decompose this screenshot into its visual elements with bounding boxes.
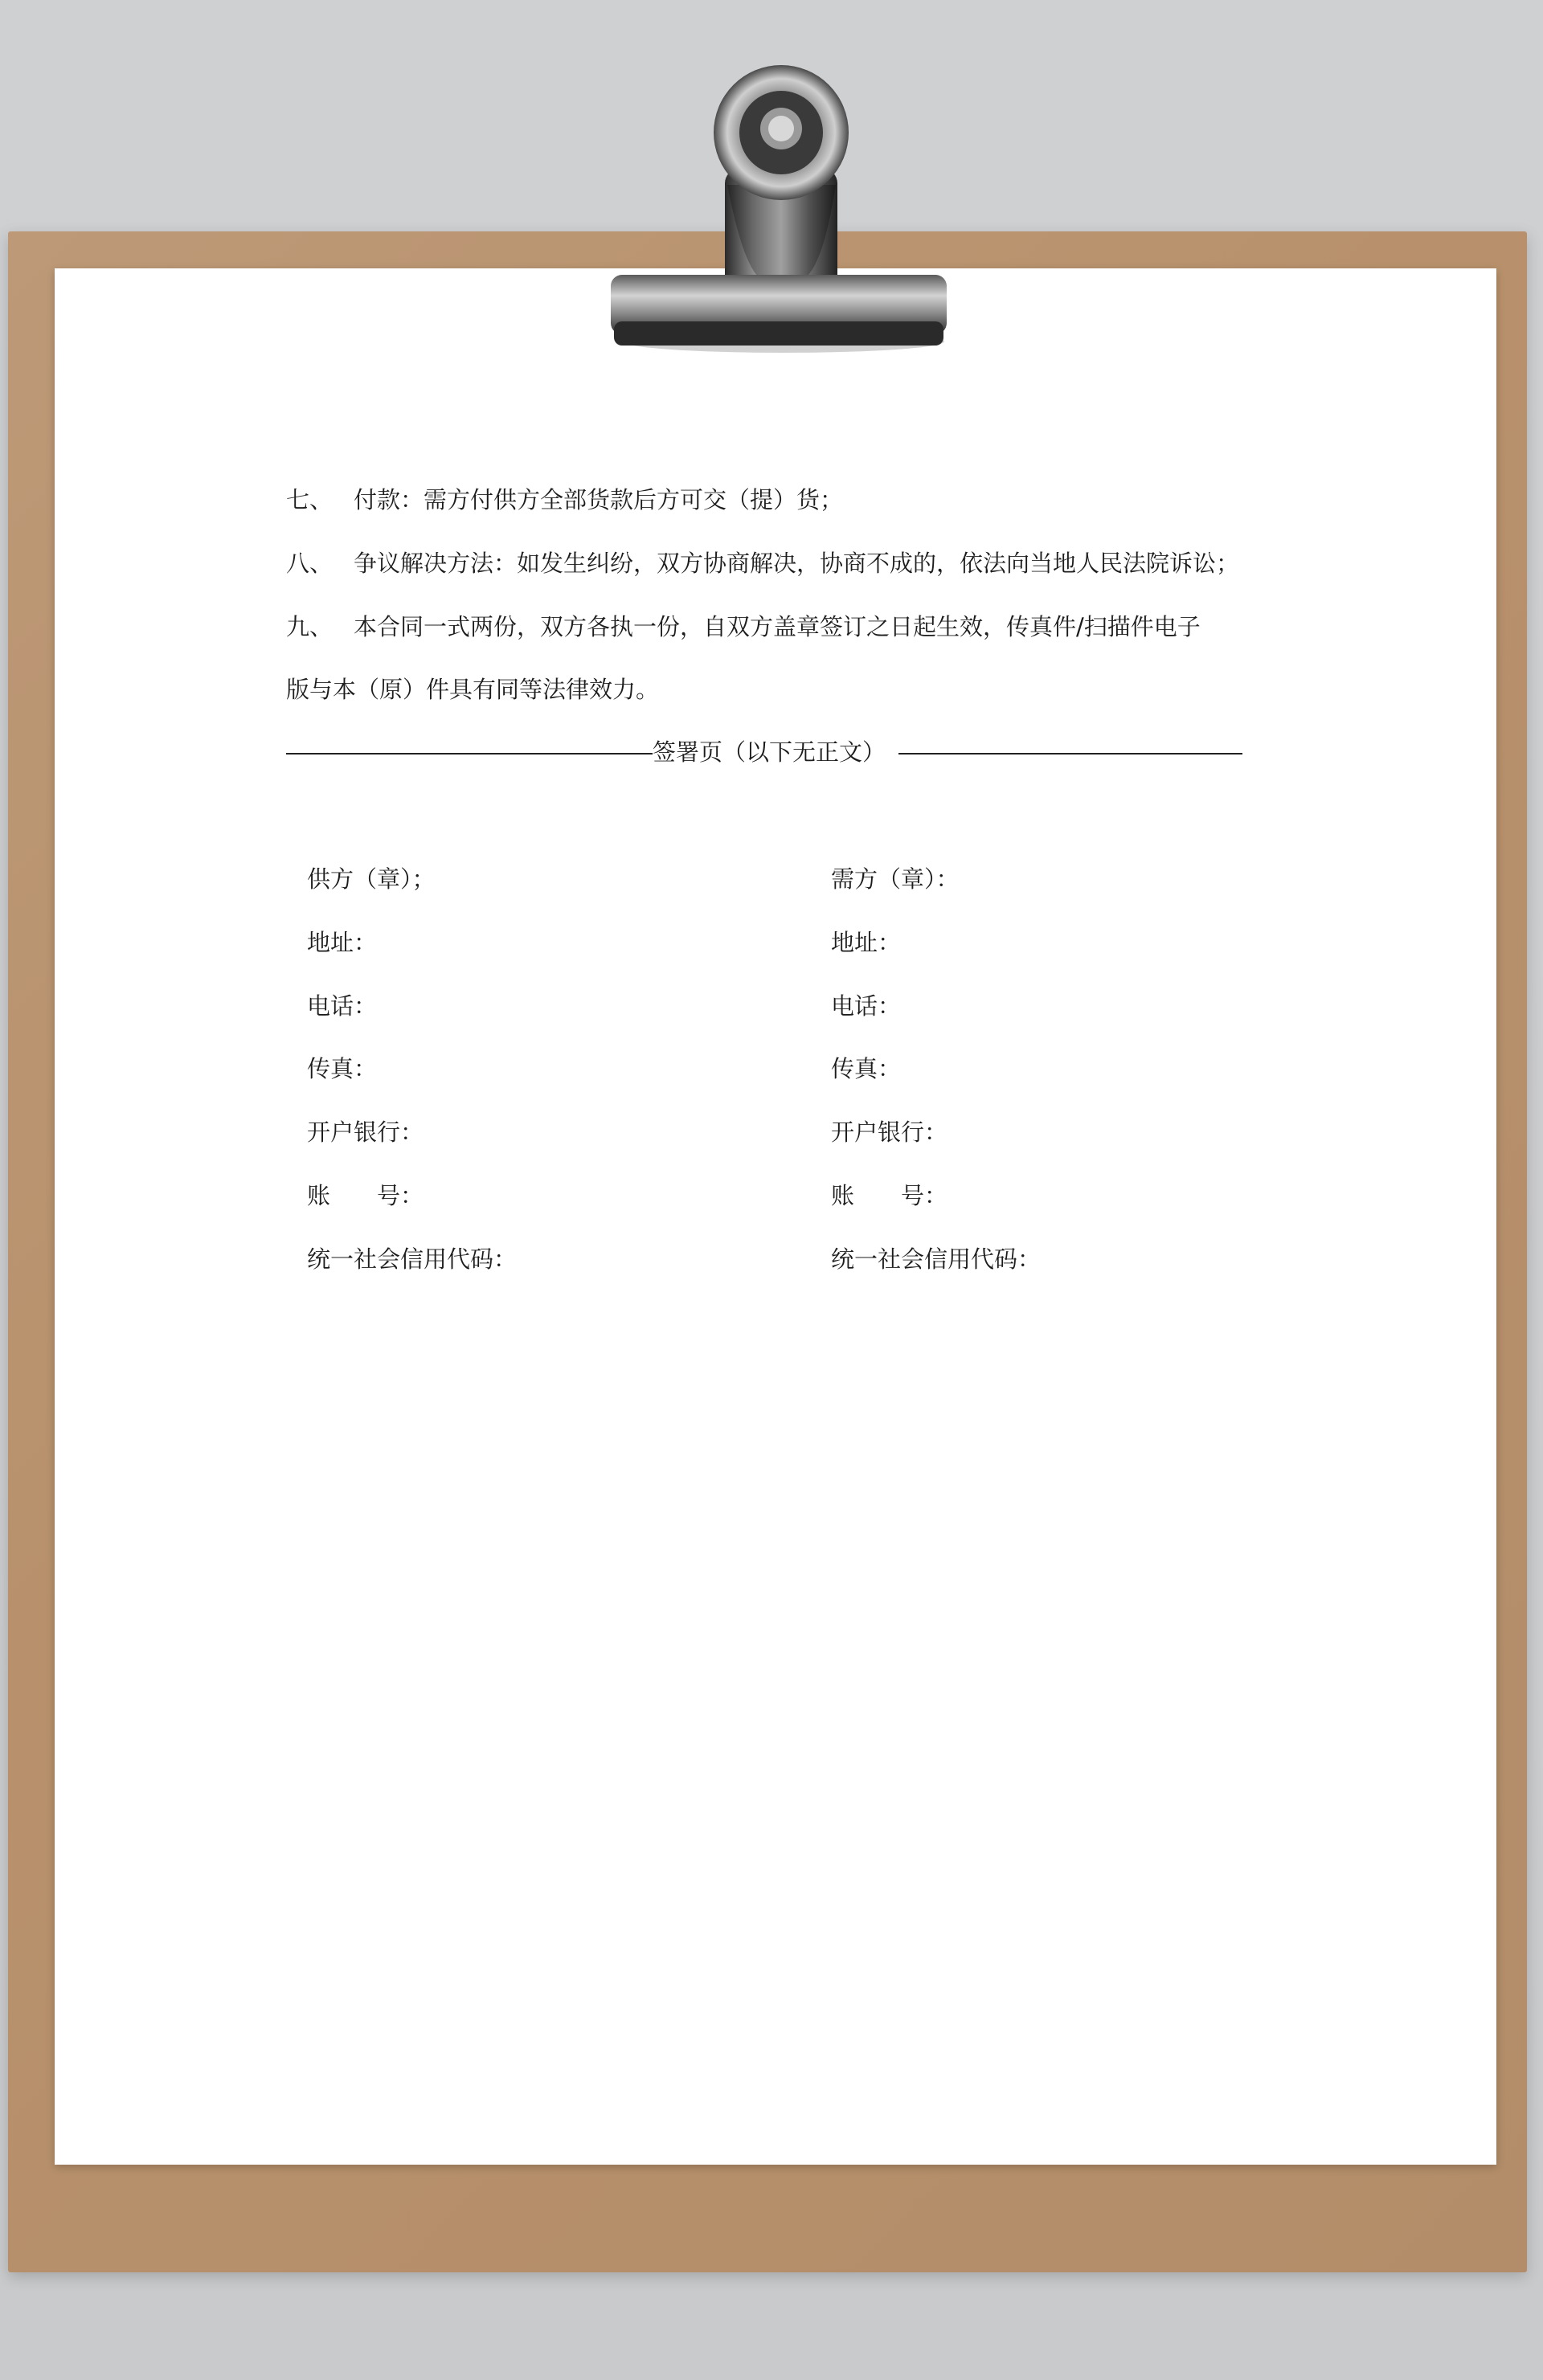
clause-nine [286, 612, 1201, 641]
divider-rule-right [898, 753, 1242, 754]
clause-number: 九、 [286, 613, 334, 640]
supplier-bank: 开户银行： [307, 1118, 424, 1146]
clause-eight [286, 549, 1239, 578]
clause-number: 七、 [286, 486, 334, 513]
clause-text: 本合同一式两份，双方各执一份，自双方盖章签订之日起生效，传真件/扫描件电子 [354, 613, 1201, 640]
clause-number: 八、 [286, 550, 334, 577]
signature-divider [286, 738, 1242, 767]
buyer-bank: 开户银行： [831, 1118, 948, 1146]
supplier-fax: 传真： [307, 1055, 378, 1082]
buyer-seal: 需方（章）： [831, 865, 960, 893]
divider-label: 签署页（以下无正文） [653, 738, 886, 766]
supplier-phone: 电话： [307, 992, 378, 1020]
buyer-fax: 传真： [831, 1055, 902, 1082]
buyer-phone: 电话： [831, 992, 902, 1020]
divider-rule-left [286, 753, 653, 754]
buyer-credit-code: 统一社会信用代码： [831, 1245, 1042, 1273]
buyer-address: 地址： [831, 929, 902, 956]
clause-nine-continued: 版与本（原）件具有同等法律效力。 [286, 676, 660, 703]
buyer-account: 账 号： [831, 1182, 948, 1209]
clause-text: 付款：需方付供方全部货款后方可交（提）货； [354, 486, 844, 513]
supplier-account: 账 号： [307, 1182, 424, 1209]
supplier-address: 地址： [307, 929, 378, 956]
clause-text: 争议解决方法：如发生纠纷，双方协商解决，协商不成的，依法向当地人民法院诉讼； [354, 550, 1240, 577]
clause-seven [286, 485, 843, 514]
supplier-seal: 供方（章）； [307, 865, 436, 893]
supplier-credit-code: 统一社会信用代码： [307, 1245, 518, 1273]
